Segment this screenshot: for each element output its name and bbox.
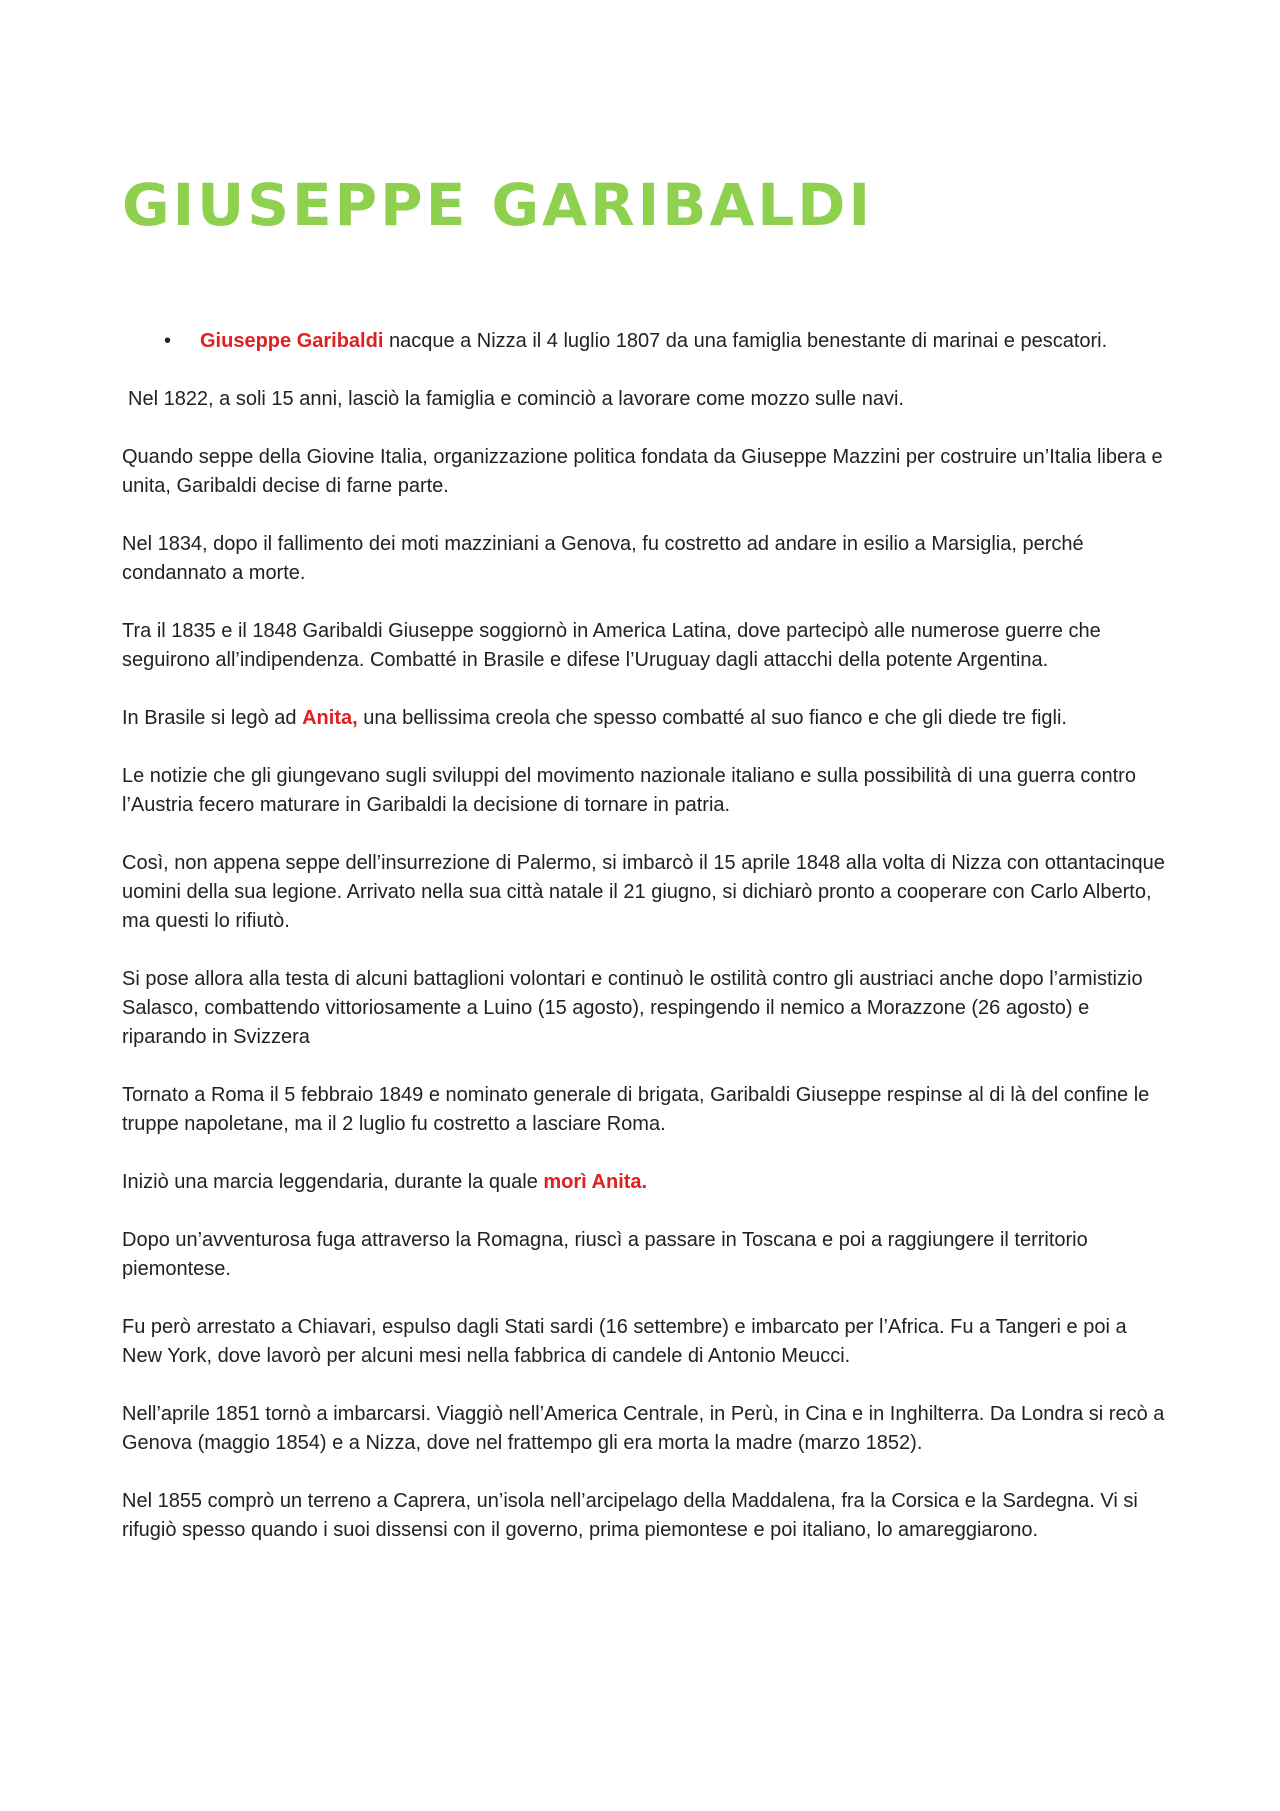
paragraph: Tornato a Roma il 5 febbraio 1849 e nominato generale di brigata, Garibaldi Giuseppe respinse al di là del confine le truppe napoletane, ma il 2 luglio fu costretto a lasciare Roma. (122, 1084, 1150, 1135)
paragraph: Dopo un’avventurosa fuga attraverso la Romagna, riuscì a passare in Toscana e poi a raggiungere il territorio piemontese. (122, 1229, 1088, 1280)
paragraph-text: In Brasile si legò ad (122, 707, 303, 729)
paragraph: Le notizie che gli giungevano sugli sviluppi del movimento nazionale italiano e sulla possibilità di una guerra contro l’Austria fecero maturare in Garibaldi la decisione di tornare in patria. (122, 765, 1136, 816)
paragraph: Nel 1822, a soli 15 anni, lasciò la famiglia e cominciò a lavorare come mozzo sulle navi. (128, 388, 904, 410)
highlighted-death: morì Anita. (543, 1171, 648, 1193)
paragraph-text: una bellissima creola che spesso combatté al suo fianco e che gli diede tre figli. (357, 707, 1067, 729)
bullet-icon: • (164, 330, 172, 352)
document-title: GIUSEPPE GARIBALDI (122, 171, 874, 239)
paragraph-anita (122, 704, 1167, 733)
paragraph: Fu però arrestato a Chiavari, espulso dagli Stati sardi (16 settembre) e imbarcato per l’Africa. Fu a Tangeri e poi a New York, dove lavorò per alcuni mesi nella fabbrica di candele di Antonio Meucci. (122, 1316, 1127, 1367)
paragraph: Nell’aprile 1851 tornò a imbarcarsi. Viaggiò nell’America Centrale, in Perù, in Cina e in Inghilterra. Da Londra si recò a Genova (maggio 1854) e a Nizza, dove nel frattempo gli era morta la madre (marzo 1852). (122, 1403, 1165, 1454)
highlighted-anita: Anita, (302, 707, 358, 729)
paragraph: Tra il 1835 e il 1848 Garibaldi Giuseppe soggiornò in America Latina, dove partecipò alle numerose guerre che seguirono all’indipendenza. Combatté in Brasile e difese l’Uruguay dagli attacchi della potente Argentina. (122, 620, 1101, 671)
document-body (122, 327, 1167, 1574)
paragraph-death (122, 1168, 1167, 1197)
paragraph: Nel 1834, dopo il fallimento dei moti mazziniani a Genova, fu costretto ad andare in esilio a Marsiglia, perché condannato a morte. (122, 533, 1084, 584)
bullet-item (122, 327, 1167, 356)
paragraph: Così, non appena seppe dell’insurrezione di Palermo, si imbarcò il 15 aprile 1848 alla volta di Nizza con ottantacinque uomini della sua legione. Arrivato nella sua città natale il 21 giugno, si dichiarò pronto a cooperare con Carlo Alberto, ma questi lo rifiutò. (122, 852, 1165, 932)
bullet-text: nacque a Nizza il 4 luglio 1807 da una famiglia benestante di marinai e pescatori. (383, 330, 1108, 352)
paragraph-text: Iniziò una marcia leggendaria, durante la quale (122, 1171, 544, 1193)
paragraph: Quando seppe della Giovine Italia, organizzazione politica fondata da Giuseppe Mazzini per costruire un’Italia libera e unita, Garibaldi decise di farne parte. (122, 446, 1163, 497)
paragraph: Nel 1855 comprò un terreno a Caprera, un’isola nell’arcipelago della Maddalena, fra la Corsica e la Sardegna. Vi si rifugiò spesso quando i suoi dissensi con il governo, prima piemontese e poi italiano, lo amareggiarono. (122, 1490, 1138, 1541)
paragraph: Si pose allora alla testa di alcuni battaglioni volontari e continuò le ostilità contro gli austriaci anche dopo l’armistizio Salasco, combattendo vittoriosamente a Luino (15 agosto), respingendo il nemico a Morazzone (26 agosto) e riparando in Svizzera (122, 968, 1143, 1048)
highlighted-name: Giuseppe Garibaldi (200, 330, 384, 352)
